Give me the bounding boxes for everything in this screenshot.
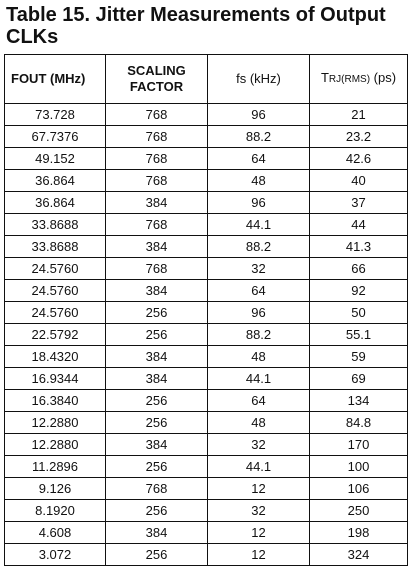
cell-fout: 12.2880 xyxy=(5,434,106,456)
table-row xyxy=(5,214,408,236)
cell-trj: 106 xyxy=(310,478,408,500)
cell-fs: 44.1 xyxy=(208,368,310,390)
cell-fs: 88.2 xyxy=(208,324,310,346)
cell-fout: 36.864 xyxy=(5,170,106,192)
cell-fout: 3.072 xyxy=(5,544,106,566)
cell-fs: 32 xyxy=(208,258,310,280)
cell-fs: 96 xyxy=(208,104,310,126)
cell-scaling-factor: 384 xyxy=(106,192,208,214)
header-fs: fs (kHz) xyxy=(208,55,310,104)
cell-fout: 12.2880 xyxy=(5,412,106,434)
table-title: Table 15. Jitter Measurements of Output CLKs xyxy=(6,4,386,48)
header-trj-sub: RJ(RMS) xyxy=(328,74,371,85)
cell-fout: 9.126 xyxy=(5,478,106,500)
cell-scaling-factor: 768 xyxy=(106,478,208,500)
cell-scaling-factor: 768 xyxy=(106,148,208,170)
cell-fout: 11.2896 xyxy=(5,456,106,478)
cell-trj: 44 xyxy=(310,214,408,236)
cell-trj: 69 xyxy=(310,368,408,390)
cell-fs: 12 xyxy=(208,544,310,566)
header-scaling-line1: SCALING xyxy=(127,63,186,78)
cell-fs: 48 xyxy=(208,412,310,434)
cell-fs: 48 xyxy=(208,170,310,192)
cell-scaling-factor: 768 xyxy=(106,258,208,280)
cell-fout: 73.728 xyxy=(5,104,106,126)
table-body xyxy=(5,104,408,566)
cell-fs: 12 xyxy=(208,478,310,500)
cell-fout: 33.8688 xyxy=(5,214,106,236)
cell-fs: 96 xyxy=(208,192,310,214)
cell-scaling-factor: 768 xyxy=(106,104,208,126)
cell-scaling-factor: 256 xyxy=(106,412,208,434)
cell-scaling-factor: 768 xyxy=(106,214,208,236)
cell-trj: 59 xyxy=(310,346,408,368)
cell-fs: 48 xyxy=(208,346,310,368)
table-row xyxy=(5,236,408,258)
cell-fout: 22.5792 xyxy=(5,324,106,346)
cell-scaling-factor: 256 xyxy=(106,500,208,522)
cell-fs: 32 xyxy=(208,500,310,522)
cell-scaling-factor: 256 xyxy=(106,456,208,478)
header-trj-main: T xyxy=(320,70,329,85)
cell-fs: 64 xyxy=(208,148,310,170)
cell-scaling-factor: 256 xyxy=(106,390,208,412)
cell-trj: 21 xyxy=(310,104,408,126)
cell-fs: 64 xyxy=(208,280,310,302)
cell-fout: 4.608 xyxy=(5,522,106,544)
cell-trj: 40 xyxy=(310,170,408,192)
header-fout: FOUT (MHz) xyxy=(5,55,106,104)
table-row xyxy=(5,456,408,478)
cell-scaling-factor: 384 xyxy=(106,434,208,456)
cell-fout: 8.1920 xyxy=(5,500,106,522)
table-row xyxy=(5,170,408,192)
cell-scaling-factor: 384 xyxy=(106,346,208,368)
cell-fs: 32 xyxy=(208,434,310,456)
header-scaling-line2: FACTOR xyxy=(129,79,184,94)
table-row xyxy=(5,104,408,126)
cell-trj: 37 xyxy=(310,192,408,214)
cell-scaling-factor: 768 xyxy=(106,170,208,192)
cell-scaling-factor: 384 xyxy=(106,236,208,258)
cell-fout: 16.9344 xyxy=(5,368,106,390)
table-row xyxy=(5,148,408,170)
cell-trj: 250 xyxy=(310,500,408,522)
table-row xyxy=(5,522,408,544)
cell-scaling-factor: 256 xyxy=(106,324,208,346)
header-trj-unit: (ps) xyxy=(370,70,397,85)
cell-fout: 49.152 xyxy=(5,148,106,170)
table-row xyxy=(5,478,408,500)
cell-fs: 44.1 xyxy=(208,456,310,478)
cell-trj: 100 xyxy=(310,456,408,478)
cell-fs: 44.1 xyxy=(208,214,310,236)
cell-fs: 96 xyxy=(208,302,310,324)
cell-fout: 24.5760 xyxy=(5,258,106,280)
cell-scaling-factor: 384 xyxy=(106,522,208,544)
cell-trj: 42.6 xyxy=(310,148,408,170)
cell-trj: 55.1 xyxy=(310,324,408,346)
cell-fout: 36.864 xyxy=(5,192,106,214)
cell-trj: 84.8 xyxy=(310,412,408,434)
table-row xyxy=(5,280,408,302)
table-row xyxy=(5,302,408,324)
cell-fout: 67.7376 xyxy=(5,126,106,148)
cell-fout: 18.4320 xyxy=(5,346,106,368)
table-row xyxy=(5,258,408,280)
header-trj xyxy=(310,55,408,104)
table-row xyxy=(5,544,408,566)
cell-fs: 88.2 xyxy=(208,126,310,148)
table-row xyxy=(5,126,408,148)
table-row xyxy=(5,346,408,368)
cell-scaling-factor: 256 xyxy=(106,302,208,324)
cell-fout: 33.8688 xyxy=(5,236,106,258)
cell-scaling-factor: 384 xyxy=(106,280,208,302)
table-row xyxy=(5,434,408,456)
table-row xyxy=(5,390,408,412)
cell-fs: 88.2 xyxy=(208,236,310,258)
cell-trj: 198 xyxy=(310,522,408,544)
cell-scaling-factor: 256 xyxy=(106,544,208,566)
header-row xyxy=(5,55,408,104)
cell-scaling-factor: 768 xyxy=(106,126,208,148)
table-row xyxy=(5,324,408,346)
cell-trj: 23.2 xyxy=(310,126,408,148)
cell-trj: 66 xyxy=(310,258,408,280)
cell-fs: 64 xyxy=(208,390,310,412)
cell-trj: 170 xyxy=(310,434,408,456)
cell-trj: 41.3 xyxy=(310,236,408,258)
table-row xyxy=(5,192,408,214)
cell-trj: 92 xyxy=(310,280,408,302)
cell-trj: 50 xyxy=(310,302,408,324)
header-scaling-factor xyxy=(106,55,208,104)
table-row xyxy=(5,500,408,522)
jitter-table xyxy=(4,54,408,566)
cell-trj: 134 xyxy=(310,390,408,412)
cell-fout: 24.5760 xyxy=(5,302,106,324)
cell-fs: 12 xyxy=(208,522,310,544)
cell-trj: 324 xyxy=(310,544,408,566)
table-row xyxy=(5,368,408,390)
cell-fout: 24.5760 xyxy=(5,280,106,302)
table-row xyxy=(5,412,408,434)
cell-fout: 16.3840 xyxy=(5,390,106,412)
cell-scaling-factor: 384 xyxy=(106,368,208,390)
